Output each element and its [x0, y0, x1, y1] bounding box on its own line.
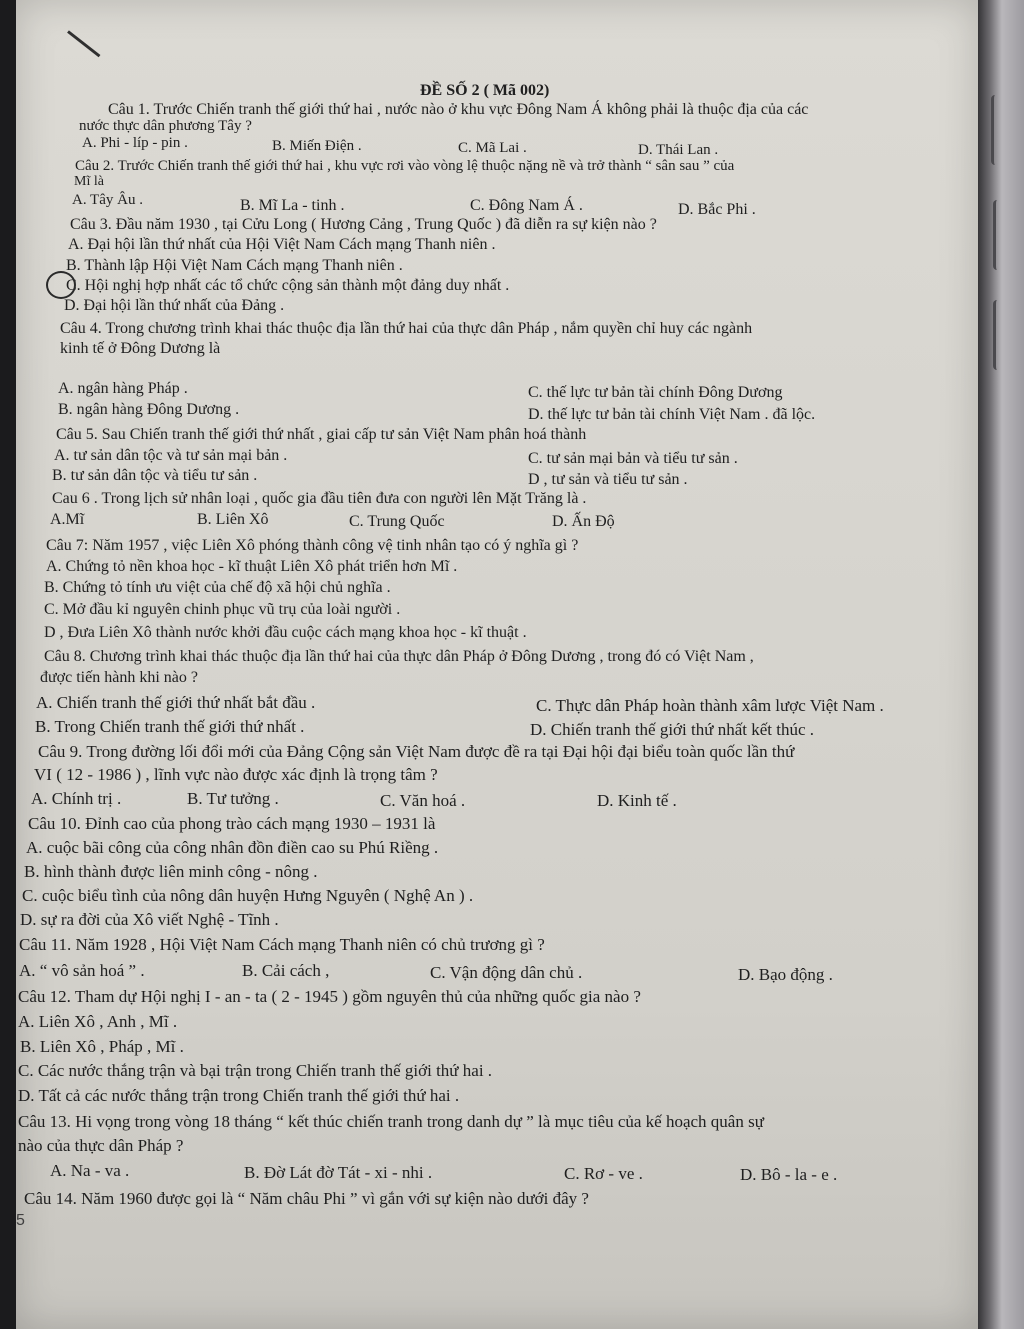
- question-line: nước thực dân phương Tây ?: [79, 118, 252, 134]
- question-line: B. Miến Điện .: [272, 138, 362, 154]
- question-line: Câu 4. Trong chương trình khai thác thuộc địa lần thứ hai của thực dân Pháp , nắm quyền chỉ huy các ngành: [60, 320, 753, 337]
- background-edge: [993, 300, 1020, 370]
- question-line: D. Bạo động .: [738, 965, 833, 984]
- question-line: C. tư sản mại bản và tiểu tư sản .: [528, 450, 738, 467]
- question-line: C. cuộc biểu tình của nông dân huyện Hưng Nguyên ( Nghệ An ) .: [22, 886, 474, 905]
- question-line: C. thế lực tư bản tài chính Đông Dương: [528, 384, 783, 401]
- question-line: A. Chiến tranh thế giới thứ nhất bắt đầu .: [36, 693, 316, 712]
- question-line: B. Tư tưởng .: [187, 789, 279, 808]
- question-line: Câu 12. Tham dự Hội nghị I - an - ta ( 2 - 1945 ) gồm nguyên thủ của những quốc gia nào ?: [18, 987, 641, 1006]
- question-line: Câu 7: Năm 1957 , việc Liên Xô phóng thành công vệ tinh nhân tạo có ý nghĩa gì ?: [46, 537, 579, 554]
- background-edge: [991, 95, 1018, 165]
- question-line: Câu 10. Đỉnh cao của phong trào cách mạng 1930 – 1931 là: [28, 814, 436, 833]
- question-line: Câu 13. Hi vọng trong vòng 18 tháng “ kết thúc chiến tranh trong danh dự ” là mục tiêu của kế hoạch quân sự: [18, 1112, 764, 1131]
- question-line: nào của thực dân Pháp ?: [18, 1136, 184, 1155]
- question-line: D. Tất cả các nước thắng trận trong Chiến tranh thế giới thứ hai .: [18, 1086, 460, 1105]
- question-line: B. Trong Chiến tranh thế giới thứ nhất .: [35, 717, 305, 736]
- answer-circle-mark: [46, 271, 76, 299]
- question-line: B. Đờ Lát đờ Tát - xi - nhi .: [244, 1163, 433, 1182]
- question-line: D. Ấn Độ: [552, 513, 615, 530]
- question-line: C. Vận động dân chủ .: [430, 963, 583, 982]
- question-line: B. Mĩ La - tinh .: [240, 197, 345, 214]
- question-line: B. tư sản dân tộc và tiểu tư sản .: [52, 467, 258, 484]
- question-line: A.Mĩ: [50, 511, 85, 528]
- question-line: Cau 6 . Trong lịch sử nhân loại , quốc gia đầu tiên đưa con người lên Mặt Trăng là .: [52, 490, 587, 507]
- question-line: D , tư sản và tiểu tư sản .: [528, 471, 688, 488]
- question-line: C. Đông Nam Á .: [470, 197, 583, 214]
- question-line: C. Mở đầu kỉ nguyên chinh phục vũ trụ của loài người .: [44, 601, 401, 618]
- question-line: D. Bô - la - e .: [740, 1165, 838, 1184]
- question-line: kinh tế ở Đông Dương là: [60, 340, 221, 357]
- question-line: C. Mã Lai .: [458, 140, 527, 156]
- question-line: B. Liên Xô: [197, 511, 269, 528]
- question-line: Câu 5. Sau Chiến tranh thế giới thứ nhất , giai cấp tư sản Việt Nam phân hoá thành: [56, 426, 587, 443]
- question-line: D. Bắc Phi .: [678, 201, 756, 218]
- exam-title: ĐỀ SỐ 2 ( Mã 002): [420, 82, 550, 99]
- question-line: A. Liên Xô , Anh , Mĩ .: [18, 1012, 178, 1031]
- background-edge: [993, 200, 1020, 270]
- question-line: C. Trung Quốc: [349, 513, 445, 530]
- question-line: B. hình thành được liên minh công - nông .: [24, 862, 318, 881]
- question-line: Câu 14. Năm 1960 được gọi là “ Năm châu Phi ” vì gắn với sự kiện nào dưới đây ?: [24, 1189, 589, 1208]
- question-line: A. Đại hội lần thứ nhất của Hội Việt Nam Cách mạng Thanh niên .: [68, 236, 496, 253]
- question-line: A. Tây Âu .: [72, 192, 143, 208]
- question-line: C. Các nước thắng trận và bại trận trong Chiến tranh thế giới thứ hai .: [18, 1061, 493, 1080]
- question-line: Câu 8. Chương trình khai thác thuộc địa lần thứ hai của thực dân Pháp ở Đông Dương , trong đó có Việt Nam ,: [44, 648, 754, 665]
- question-line: C. Rơ - ve .: [564, 1164, 643, 1183]
- question-line: B. Chứng tỏ tính ưu việt của chế độ xã hội chủ nghĩa .: [44, 579, 391, 596]
- question-line: được tiến hành khi nào ?: [40, 669, 198, 686]
- question-line: Câu 9. Trong đường lối đổi mới của Đảng Cộng sản Việt Nam được đề ra tại Đại hội đại biểu toàn quốc lần thứ: [38, 742, 795, 761]
- question-line: A. Na - va .: [50, 1161, 130, 1180]
- question-line: C. Thực dân Pháp hoàn thành xâm lược Việt Nam .: [536, 696, 884, 715]
- question-line: B. Liên Xô , Pháp , Mĩ .: [20, 1037, 184, 1056]
- question-line: A. Chứng tỏ nền khoa học - kĩ thuật Liên Xô phát triển hơn Mĩ .: [46, 558, 458, 575]
- question-line: A. cuộc bãi công của công nhân đồn điền cao su Phú Riềng .: [26, 838, 439, 857]
- question-line: D , Đưa Liên Xô thành nước khởi đầu cuộc cách mạng khoa học - kĩ thuật .: [44, 624, 527, 641]
- page-number: 5: [16, 1212, 25, 1229]
- question-line: D. Kinh tế .: [597, 791, 677, 810]
- question-line: C. Văn hoá .: [380, 791, 466, 810]
- question-line: Câu 3. Đầu năm 1930 , tại Cửu Long ( Hương Cảng , Trung Quốc ) đã diễn ra sự kiện nào ?: [70, 216, 657, 233]
- question-line: A. “ vô sản hoá ” .: [19, 961, 145, 980]
- question-line: B. Cải cách ,: [242, 961, 330, 980]
- question-line: D. Thái Lan .: [638, 142, 719, 158]
- question-line: C. Hội nghị hợp nhất các tổ chức cộng sản thành một đảng duy nhất .: [66, 277, 510, 294]
- question-line: D. Đại hội lần thứ nhất của Đảng .: [64, 297, 285, 314]
- question-line: VI ( 12 - 1986 ) , lĩnh vực nào được xác định là trọng tâm ?: [34, 765, 438, 784]
- question-line: A. Chính trị .: [31, 789, 122, 808]
- question-line: Mĩ là: [74, 174, 104, 189]
- question-line: D. thế lực tư bản tài chính Việt Nam . đã lộc.: [528, 406, 816, 423]
- question-line: D. Chiến tranh thế giới thứ nhất kết thúc .: [530, 720, 815, 739]
- question-line: A. ngân hàng Pháp .: [58, 380, 188, 397]
- question-line: A. Phi - líp - pin .: [82, 135, 188, 151]
- question-line: D. sự ra đời của Xô viết Nghệ - Tĩnh .: [20, 910, 279, 929]
- question-line: Câu 2. Trước Chiến tranh thế giới thứ hai , khu vực rơi vào vòng lệ thuộc nặng nề và trở thành “ sân sau ” của: [75, 158, 735, 174]
- question-line: Câu 11. Năm 1928 , Hội Việt Nam Cách mạng Thanh niên có chủ trương gì ?: [19, 935, 545, 954]
- question-line: Câu 1. Trước Chiến tranh thế giới thứ hai , nước nào ở khu vực Đông Nam Á không phải là thuộc địa của các: [108, 101, 809, 118]
- question-line: B. ngân hàng Đông Dương .: [58, 401, 240, 418]
- question-line: A. tư sản dân tộc và tư sản mại bản .: [54, 447, 288, 464]
- question-line: B. Thành lập Hội Việt Nam Cách mạng Thanh niên .: [66, 257, 403, 274]
- background-surface: [975, 0, 1024, 1329]
